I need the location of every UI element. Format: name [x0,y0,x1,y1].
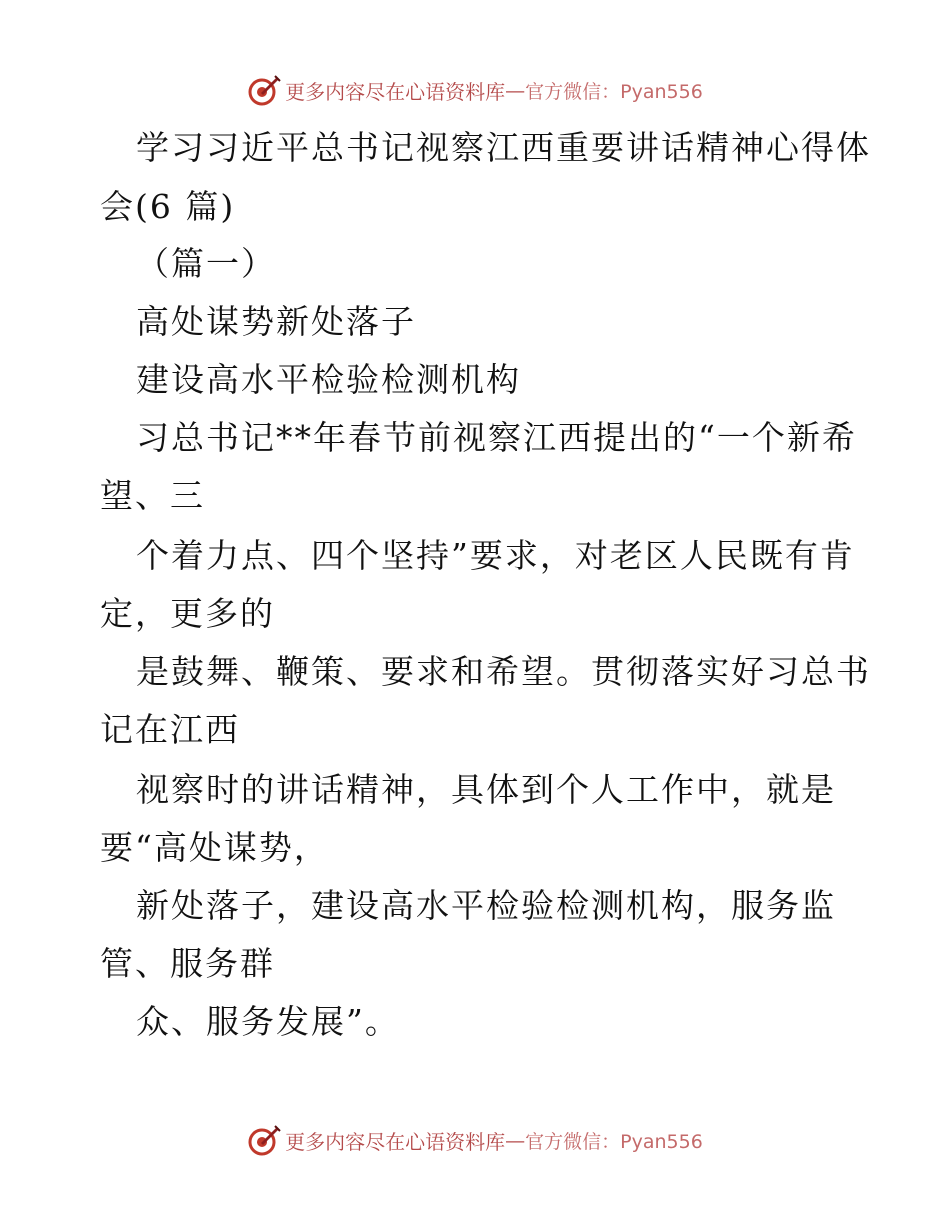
footer-promo-text: 更多内容尽在心语资料库 [285,1129,506,1154]
header-banner [0,70,950,110]
paragraph-line: 个着力点、四个坚持”要求，对老区人民既有肯 [136,536,855,575]
header-dash: — [505,78,526,102]
paragraph-line: 新处落子，建设高水平检验检测机构，服务监 [136,886,836,925]
pen-logo-icon [247,73,281,107]
section-label: （篇一） [136,244,276,283]
doc-title-line-1: 学习习近平总书记视察江西重要讲话精神心得体 [136,128,871,167]
paragraph-line: 要“高处谋势， [100,828,329,867]
footer-dash: — [505,1128,526,1152]
doc-title-line-2: 会(6 篇) [100,187,236,226]
paragraph-line: 是鼓舞、鞭策、要求和希望。贯彻落实好习总书 [136,652,871,691]
paragraph-line: 望、三 [100,476,205,515]
header-wechat-text: 官方微信：Pyan556 [525,80,703,103]
paragraph-line: 众、服务发展”。 [136,1002,400,1041]
paragraph-line: 定，更多的 [100,594,275,633]
subtitle-line-2: 建设高水平检验检测机构 [136,360,521,399]
paragraph-line: 习总书记**年春节前视察江西提出的“一个新希 [136,418,857,457]
subtitle-line-1: 高处谋势新处落子 [136,302,416,341]
footer-banner [0,1120,950,1160]
footer-wechat-text: 官方微信：Pyan556 [525,1130,703,1153]
paragraph-line: 视察时的讲话精神，具体到个人工作中，就是 [136,770,836,809]
paragraph-line: 管、服务群 [100,944,275,983]
paragraph-line: 记在江西 [100,710,240,749]
pen-logo-icon [247,1123,281,1157]
header-promo-text: 更多内容尽在心语资料库 [285,79,506,104]
